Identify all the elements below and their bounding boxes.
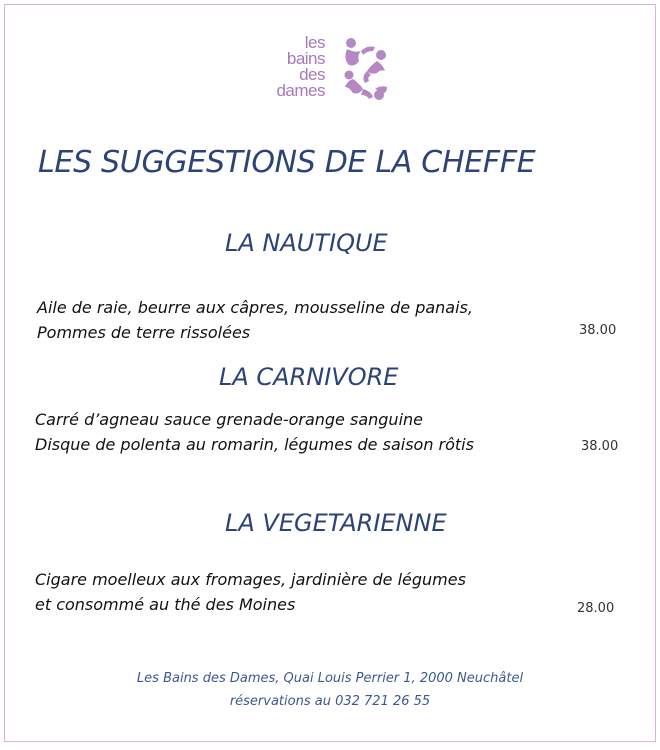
footer-address: Les Bains des Dames, Quai Louis Perrier 1, 2000 Neuchâtel [136, 671, 524, 686]
dish-line: Cigare moelleux aux fromages, jardinière de légumes [35, 570, 466, 589]
footer-reservations: réservations au 032 721 26 55 [229, 694, 431, 709]
menu-page [4, 4, 656, 742]
dish-line: Pommes de terre rissolées [37, 323, 251, 342]
dish-line: Aile de raie, beurre aux câpres, mousseline de panais, [37, 298, 473, 317]
logo-word-3: des [299, 65, 325, 84]
restaurant-logo [251, 31, 391, 109]
price-carnivore: 38.00 [581, 439, 619, 454]
logo-word-2: bains [286, 49, 325, 68]
dish-description-carnivore [35, 407, 474, 457]
price-vegetarienne: 28.00 [577, 601, 615, 616]
section-heading-nautique: LA NAUTIQUE [225, 229, 388, 257]
page-title: LES SUGGESTIONS DE LA CHEFFE [38, 145, 536, 180]
restaurant-footer [5, 667, 655, 713]
dish-description-nautique [37, 295, 473, 345]
dish-description-vegetarienne [35, 567, 466, 617]
swimmers-icon [337, 35, 391, 105]
logo-word-4: dames [276, 81, 325, 100]
logo-wordmark [255, 35, 325, 99]
dish-line: et consommé au thé des Moines [35, 595, 296, 614]
dish-line: Disque de polenta au romarin, légumes de saison rôtis [35, 435, 474, 454]
price-nautique: 38.00 [579, 323, 617, 338]
logo-word-1: les [304, 33, 325, 52]
section-heading-vegetarienne: LA VEGETARIENNE [225, 509, 447, 537]
dish-line: Carré d’agneau sauce grenade-orange sanguine [35, 410, 423, 429]
section-heading-carnivore: LA CARNIVORE [219, 363, 399, 391]
